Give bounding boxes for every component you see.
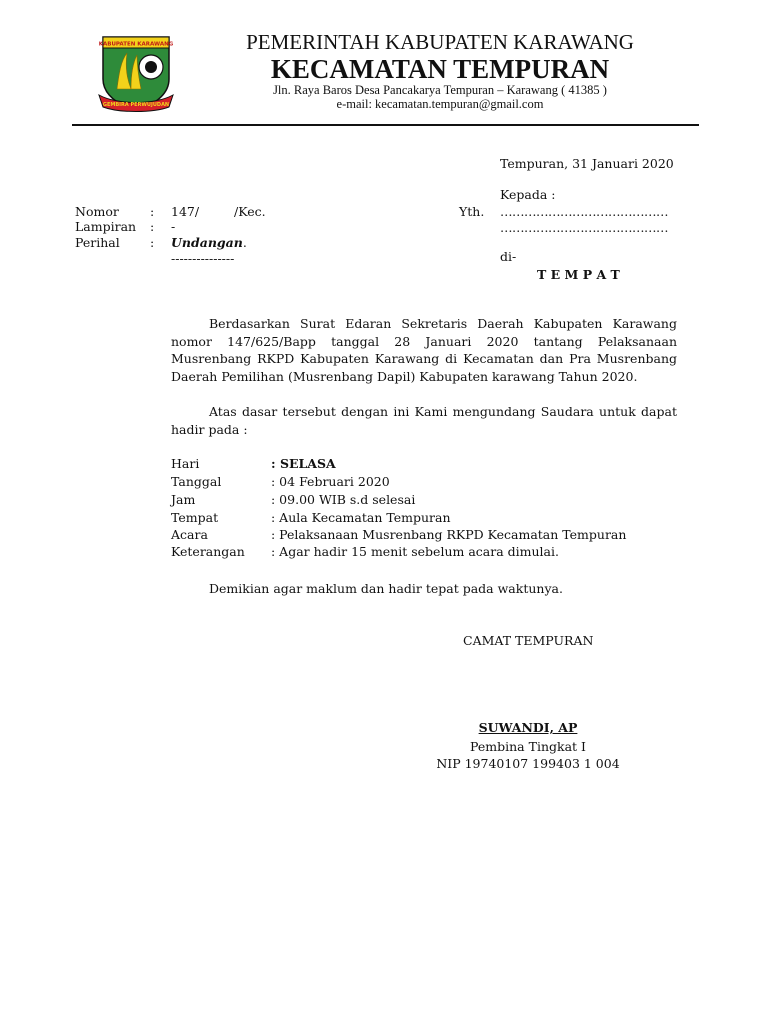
signatory-name: SUWANDI, AP [478, 720, 578, 735]
signatory-rank: Pembina Tingkat I [470, 739, 586, 754]
paragraph-1 [171, 315, 677, 385]
karawang-regency-logo [97, 33, 175, 113]
office-heading: KECAMATAN TEMPURAN [270, 54, 610, 84]
header-divider [72, 124, 699, 126]
perihal-underline: --------------- [171, 251, 235, 266]
email-line: e-mail: kecamatan.tempuran@gmail.com [336, 97, 544, 111]
detail-label-jam: Jam [171, 492, 196, 507]
nomor-colon: : [150, 204, 155, 219]
perihal-label: Perihal [75, 235, 120, 250]
perihal-subject: Undangan [171, 235, 243, 250]
lampiran-label: Lampiran [75, 219, 137, 234]
detail-label-tempat: Tempat [171, 510, 219, 525]
detail-value-tanggal: : 04 Februari 2020 [271, 474, 390, 489]
paragraph-2-text: Atas dasar tersebut dengan ini Kami mengundang Saudara untuk dapat hadir pada : [171, 404, 677, 437]
logo-top-text: KABUPATEN KARAWANG [98, 41, 174, 48]
closing-sentence: Demikian agar maklum dan hadir tepat pada waktunya. [209, 581, 563, 596]
detail-label-keterangan: Keterangan [171, 544, 245, 559]
government-heading: PEMERINTAH KABUPATEN KARAWANG [246, 30, 634, 54]
detail-label-acara: Acara [171, 527, 208, 542]
perihal-value [171, 234, 247, 252]
di-label: di- [500, 249, 517, 264]
kepada-label: Kepada : [500, 187, 556, 202]
tempat-label: T E M P A T [537, 267, 620, 282]
paragraph-1-text: Berdasarkan Surat Edaran Sekretaris Daerah Kabupaten Karawang nomor 147/625/Bapp tanggal 28 Januari 2020 tantang Pelaksanaan Musrenbang RKPD Kabupaten Karawang di Kecamatan dan Pra Musrenbang Daerah Pemilihan (Musrenbang Dapil) Kabupaten karawang Tahun 2020. [171, 316, 677, 384]
letter-date: Tempuran, 31 Januari 2020 [500, 156, 674, 171]
signatory-title: CAMAT TEMPURAN [463, 633, 594, 648]
nomor-value: 147/ [171, 204, 200, 219]
detail-value-jam: : 09.00 WIB s.d selesai [271, 492, 416, 507]
recipient-line-1: …………………………………… [500, 204, 668, 219]
signatory-nip: NIP 19740107 199403 1 004 [436, 756, 620, 771]
perihal-colon: : [150, 235, 155, 250]
detail-value-keterangan: : Agar hadir 15 menit sebelum acara dimulai. [271, 544, 559, 559]
recipient-line-2: …………………………………… [500, 220, 668, 235]
perihal-dot: . [242, 235, 247, 250]
paragraph-2 [171, 403, 677, 438]
detail-value-tempat: : Aula Kecamatan Tempuran [271, 510, 451, 525]
detail-value-acara: : Pelaksanaan Musrenbang RKPD Kecamatan Tempuran [271, 527, 627, 542]
detail-label-hari: Hari [171, 456, 200, 471]
yth-label: Yth. [459, 204, 485, 219]
logo-bottom-text: GEMBIRA PERWUJUDAN [102, 102, 170, 108]
lampiran-value: - [171, 219, 176, 234]
nomor-label: Nomor [75, 204, 119, 219]
address-line: Jln. Raya Baros Desa Pancakarya Tempuran – Karawang ( 41385 ) [273, 83, 607, 97]
lampiran-colon: : [150, 219, 155, 234]
detail-value-hari: : SELASA [271, 456, 336, 471]
nomor-suffix: /Kec. [234, 204, 266, 219]
detail-label-tanggal: Tanggal [171, 474, 222, 489]
